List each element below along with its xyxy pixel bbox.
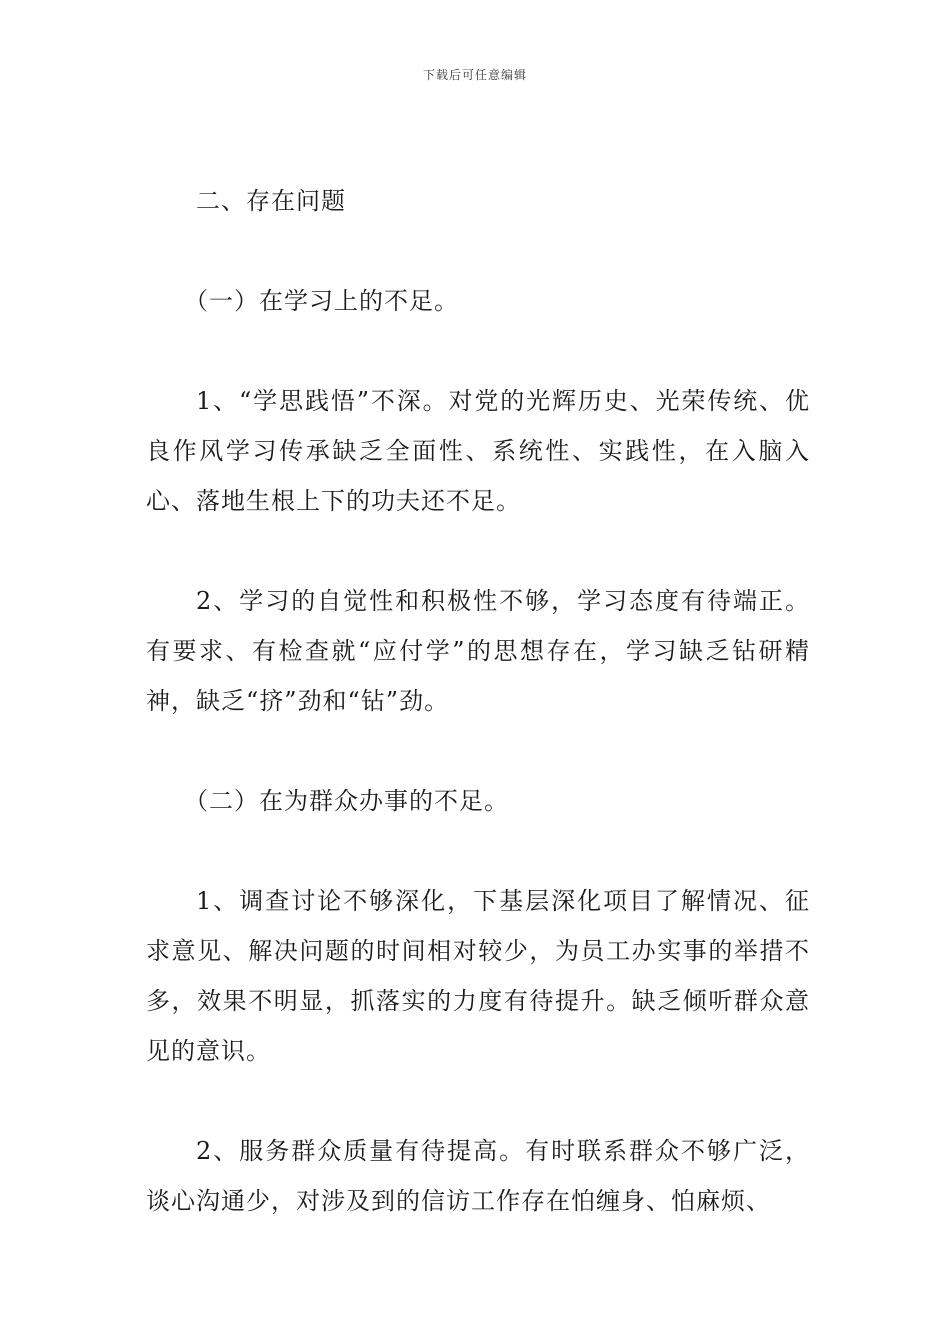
subsection-2-item-1: 1、调查讨论不够深化，下基层深化项目了解情况、征求意见、解决问题的时间相对较少，为员工办实事的举措不多，效果不明显，抓落实的力度有待提升。缺乏倾听群众意见的意识。 xyxy=(146,887,810,1065)
subsection-2-item-2: 2、服务群众质量有待提高。有时联系群众不够广泛，谈心沟通少，对涉及到的信访工作存在怕缠身、怕麻烦、 xyxy=(146,1137,810,1215)
subsection-1-item-1: 1、“学思践悟”不深。对党的光辉历史、光荣传统、优良作风学习传承缺乏全面性、系统性、实践性，在入脑入心、落地生根上下的功夫还不足。 xyxy=(146,387,810,515)
document-body xyxy=(146,176,810,1226)
subsection-1-item-2: 2、学习的自觉性和积极性不够，学习态度有待端正。有要求、有检查就“应付学”的思想存在，学习缺乏钻研精神，缺乏“挤”劲和“钻”劲。 xyxy=(146,587,810,715)
header-note: 下载后可任意编辑 xyxy=(422,68,527,82)
section-title: 二、存在问题 xyxy=(196,187,346,215)
subsection-2-title: （二）在为群众办事的不足。 xyxy=(184,787,509,815)
subsection-1-title: （一）在学习上的不足。 xyxy=(184,287,459,315)
